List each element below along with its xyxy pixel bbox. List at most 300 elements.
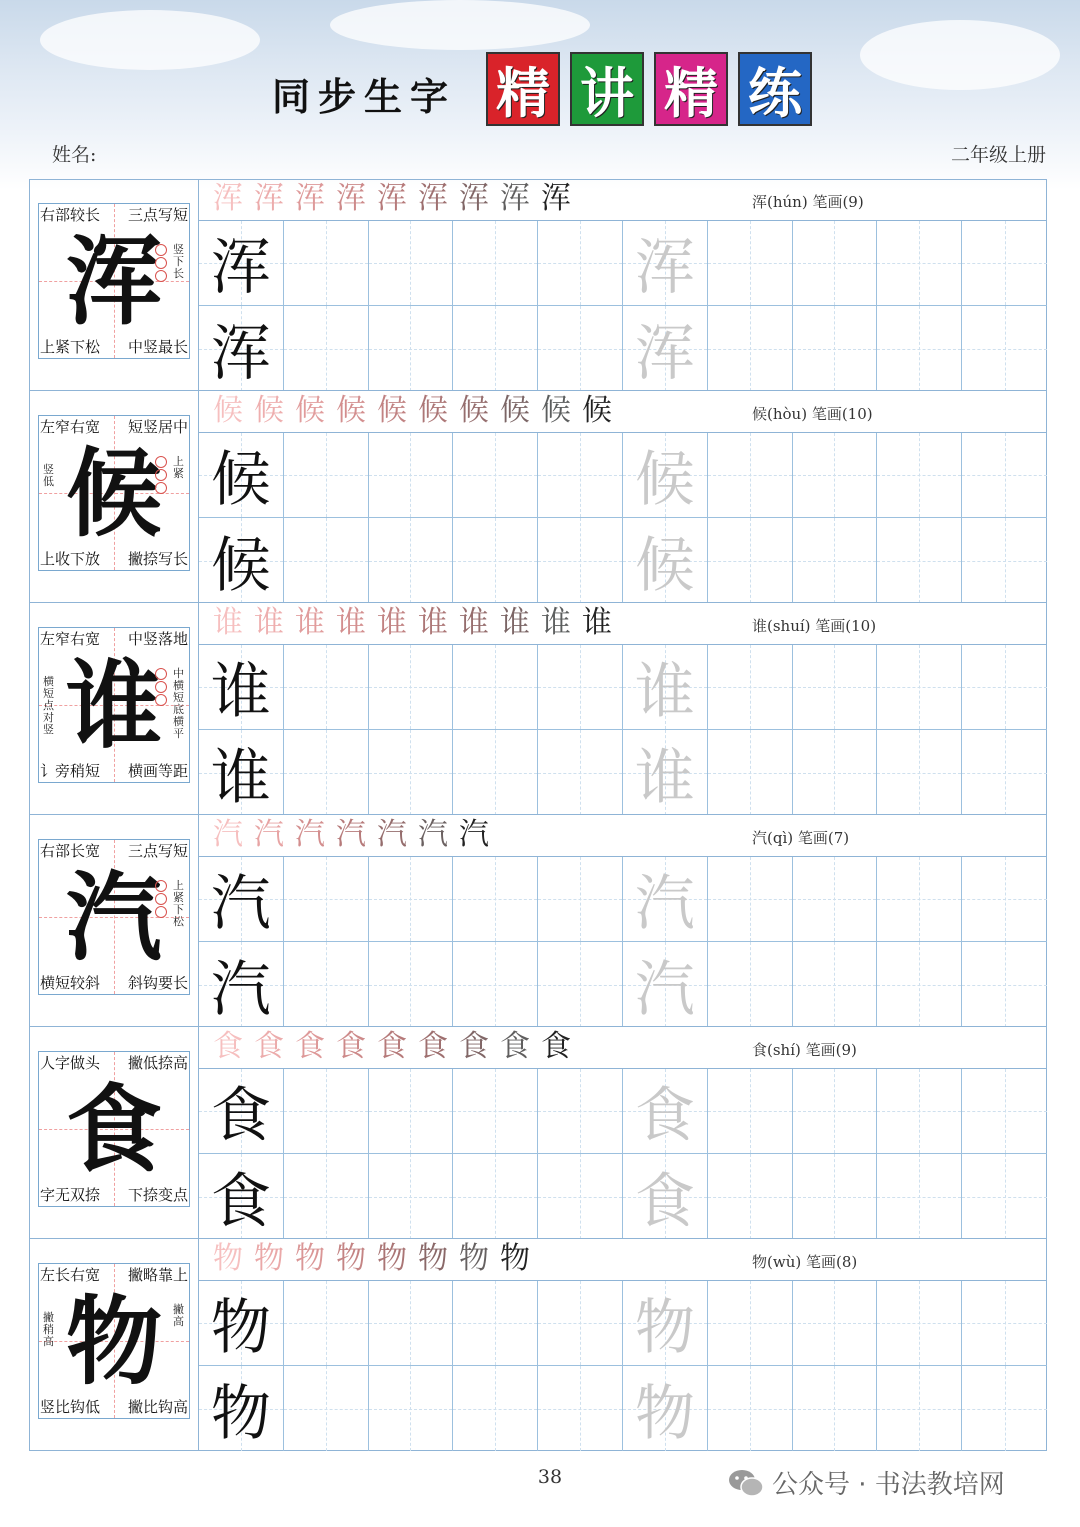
- practice-cell[interactable]: [793, 1069, 878, 1154]
- watermark-text: 公众号 · 书法教培网: [772, 1470, 1005, 1500]
- stroke-step: 浑: [459, 181, 489, 216]
- practice-char-trace: 汽: [634, 869, 695, 939]
- stroke-step: 浑: [254, 181, 284, 216]
- writing-tip: 上收下放: [40, 550, 101, 568]
- writing-tip: 横画等距: [127, 762, 188, 780]
- practice-cell[interactable]: [962, 1154, 1047, 1239]
- practice-cell[interactable]: [793, 645, 878, 730]
- character-info: 食(shí) 笔画(9): [752, 1041, 857, 1059]
- character-info: 浑(hún) 笔画(9): [752, 193, 864, 211]
- practice-cell[interactable]: [962, 1069, 1047, 1154]
- practice-char-trace: 浑: [634, 233, 695, 303]
- practice-cell[interactable]: [453, 857, 538, 942]
- practice-char-trace: 物: [634, 1293, 695, 1363]
- stroke-step: 浑: [541, 181, 571, 216]
- title-badge: 精: [654, 52, 728, 126]
- practice-cell[interactable]: [284, 306, 369, 391]
- writing-tip: 右部长宽: [40, 842, 101, 860]
- practice-cell[interactable]: [623, 306, 708, 391]
- writing-tip: 下捺变点: [127, 1186, 188, 1204]
- practice-cell[interactable]: [877, 518, 962, 603]
- practice-cell[interactable]: [199, 730, 284, 815]
- model-character: 汽: [66, 861, 162, 974]
- practice-cell[interactable]: [793, 730, 878, 815]
- model-character-box: [38, 627, 190, 783]
- stroke-step: 谁: [295, 605, 325, 640]
- practice-cell[interactable]: [369, 857, 454, 942]
- practice-cell[interactable]: [538, 942, 623, 1027]
- practice-cell[interactable]: [199, 433, 284, 518]
- practice-char-sample: 浑: [210, 318, 271, 389]
- practice-row: [199, 1154, 1047, 1239]
- writing-tip: 字无双捺: [40, 1186, 101, 1204]
- stroke-step: 汽: [459, 817, 489, 852]
- practice-cell[interactable]: [453, 306, 538, 391]
- stroke-step: 汽: [377, 817, 407, 852]
- practice-row: [199, 221, 1047, 306]
- stroke-step: 谁: [582, 605, 612, 640]
- stroke-order-row: [199, 1027, 1047, 1069]
- stroke-step: 谁: [254, 605, 284, 640]
- practice-row: [199, 518, 1047, 603]
- practice-cell[interactable]: [453, 1281, 538, 1366]
- practice-char-sample: 食: [210, 1166, 271, 1237]
- stroke-step: 候: [500, 393, 530, 428]
- stroke-order-row: [199, 1239, 1047, 1281]
- practice-cell[interactable]: [369, 1366, 454, 1451]
- stroke-step: 候: [295, 393, 325, 428]
- model-column: [29, 815, 199, 1027]
- practice-cell[interactable]: [199, 645, 284, 730]
- practice-cell[interactable]: [538, 730, 623, 815]
- practice-cell[interactable]: [877, 1069, 962, 1154]
- practice-row: [199, 1069, 1047, 1154]
- practice-cell[interactable]: [623, 857, 708, 942]
- page-title: 同步生字: [272, 75, 457, 119]
- practice-char-trace: 候: [634, 445, 695, 515]
- practice-cell[interactable]: [538, 645, 623, 730]
- stroke-step: 候: [582, 393, 612, 428]
- structure-note: 竖低: [43, 463, 54, 488]
- practice-cell[interactable]: [623, 730, 708, 815]
- practice-cell[interactable]: [962, 730, 1047, 815]
- writing-tip: 人字做头: [40, 1054, 101, 1072]
- stroke-step: 浑: [377, 181, 407, 216]
- stroke-order-row: [199, 179, 1047, 221]
- stroke-step: 食: [541, 1029, 571, 1064]
- stroke-step: 食: [459, 1029, 489, 1064]
- practice-cell[interactable]: [369, 1154, 454, 1239]
- practice-char-trace: 食: [634, 1081, 695, 1151]
- model-character: 候: [66, 437, 162, 550]
- practice-cell[interactable]: [369, 306, 454, 391]
- practice-cell[interactable]: [708, 221, 793, 306]
- practice-char-trace: 浑: [634, 318, 695, 389]
- stroke-step: 物: [336, 1241, 366, 1276]
- practice-cell[interactable]: [877, 221, 962, 306]
- practice-cell[interactable]: [453, 433, 538, 518]
- stroke-step: 谁: [418, 605, 448, 640]
- practice-cell[interactable]: [793, 1281, 878, 1366]
- practice-cell[interactable]: [369, 942, 454, 1027]
- name-label: 姓名:: [52, 144, 97, 166]
- practice-char-sample: 候: [210, 530, 271, 601]
- practice-cell[interactable]: [453, 1069, 538, 1154]
- practice-cell[interactable]: [538, 1069, 623, 1154]
- practice-cell[interactable]: [284, 1366, 369, 1451]
- practice-char-sample: 谁: [210, 657, 271, 727]
- character-block: [29, 391, 1047, 603]
- practice-cell[interactable]: [793, 306, 878, 391]
- stroke-marks: [155, 880, 167, 918]
- structure-note: 上紧下松: [173, 879, 184, 928]
- stroke-step: 物: [500, 1241, 530, 1276]
- practice-cell[interactable]: [199, 942, 284, 1027]
- practice-cell[interactable]: [538, 518, 623, 603]
- stroke-step: 谁: [459, 605, 489, 640]
- structure-note: 中横短底横平: [173, 667, 184, 740]
- practice-cell[interactable]: [453, 1154, 538, 1239]
- practice-cell[interactable]: [453, 730, 538, 815]
- practice-cell[interactable]: [877, 645, 962, 730]
- practice-cell[interactable]: [284, 1154, 369, 1239]
- stroke-step: 谁: [500, 605, 530, 640]
- stroke-step: 候: [459, 393, 489, 428]
- practice-cell[interactable]: [284, 1281, 369, 1366]
- practice-cell[interactable]: [199, 221, 284, 306]
- stroke-step: 谁: [336, 605, 366, 640]
- practice-cell[interactable]: [538, 306, 623, 391]
- practice-cell[interactable]: [284, 518, 369, 603]
- practice-cell[interactable]: [284, 857, 369, 942]
- stroke-step: 物: [377, 1241, 407, 1276]
- practice-char-sample: 食: [210, 1081, 271, 1151]
- practice-cell[interactable]: [369, 645, 454, 730]
- practice-char-trace: 候: [634, 530, 695, 601]
- model-column: [29, 1239, 199, 1451]
- model-column: [29, 603, 199, 815]
- practice-cell[interactable]: [962, 1366, 1047, 1451]
- model-character-box: [38, 203, 190, 359]
- writing-tip: 横短较斜: [40, 974, 101, 992]
- stroke-step: 候: [336, 393, 366, 428]
- stroke-step: 候: [541, 393, 571, 428]
- model-character: 物: [66, 1285, 162, 1398]
- stroke-step: 汽: [295, 817, 325, 852]
- practice-row: [199, 730, 1047, 815]
- practice-cell[interactable]: [623, 1281, 708, 1366]
- practice-grid: [199, 221, 1047, 391]
- practice-cell[interactable]: [793, 518, 878, 603]
- stroke-step: 汽: [213, 817, 243, 852]
- writing-tip: 斜钩要长: [127, 974, 188, 992]
- practice-cell[interactable]: [623, 518, 708, 603]
- writing-tip: 左长右宽: [40, 1266, 101, 1284]
- practice-row: [199, 1281, 1047, 1366]
- practice-cell[interactable]: [793, 942, 878, 1027]
- practice-cell[interactable]: [284, 942, 369, 1027]
- character-info: 物(wù) 笔画(8): [752, 1253, 858, 1271]
- practice-row: [199, 942, 1047, 1027]
- practice-cell[interactable]: [199, 857, 284, 942]
- writing-tip: 短竖居中: [127, 418, 188, 436]
- stroke-step: 物: [418, 1241, 448, 1276]
- practice-cell[interactable]: [962, 857, 1047, 942]
- model-column: [29, 391, 199, 603]
- cloud: [40, 10, 260, 70]
- stroke-order-row: [199, 603, 1047, 645]
- practice-cell[interactable]: [962, 306, 1047, 391]
- practice-cell[interactable]: [623, 433, 708, 518]
- stroke-step: 汽: [336, 817, 366, 852]
- practice-cell[interactable]: [538, 1154, 623, 1239]
- structure-note: 撇高: [173, 1303, 184, 1328]
- practice-cell[interactable]: [708, 942, 793, 1027]
- stroke-step: 浑: [418, 181, 448, 216]
- writing-tip: 左窄右宽: [40, 630, 101, 648]
- practice-cell[interactable]: [453, 518, 538, 603]
- practice-cell[interactable]: [877, 1281, 962, 1366]
- practice-cell[interactable]: [708, 1366, 793, 1451]
- practice-cell[interactable]: [623, 942, 708, 1027]
- practice-char-sample: 候: [210, 445, 271, 515]
- practice-cell[interactable]: [453, 645, 538, 730]
- writing-tip: 讠旁稍短: [40, 762, 101, 780]
- character-block: [29, 815, 1047, 1027]
- practice-cell[interactable]: [369, 1281, 454, 1366]
- writing-tip: 撇低捺高: [127, 1054, 188, 1072]
- practice-cell[interactable]: [708, 645, 793, 730]
- model-character: 浑: [66, 225, 162, 338]
- practice-cell[interactable]: [877, 730, 962, 815]
- practice-cell[interactable]: [962, 221, 1047, 306]
- practice-cell[interactable]: [708, 1281, 793, 1366]
- stroke-step: 食: [213, 1029, 243, 1064]
- stroke-step: 浑: [295, 181, 325, 216]
- model-character: 食: [66, 1073, 162, 1186]
- structure-note: 撇稍高: [43, 1311, 54, 1348]
- stroke-step: 谁: [213, 605, 243, 640]
- practice-char-trace: 汽: [634, 954, 695, 1025]
- practice-cell[interactable]: [284, 221, 369, 306]
- practice-cell[interactable]: [284, 645, 369, 730]
- practice-cell[interactable]: [708, 1069, 793, 1154]
- practice-cell[interactable]: [199, 1069, 284, 1154]
- practice-char-sample: 物: [210, 1378, 271, 1449]
- practice-cell[interactable]: [793, 1366, 878, 1451]
- page-number: 38: [537, 1466, 563, 1488]
- practice-cell[interactable]: [199, 306, 284, 391]
- practice-row: [199, 306, 1047, 391]
- practice-grid: [199, 857, 1047, 1027]
- stroke-step: 汽: [254, 817, 284, 852]
- stroke-step: 谁: [377, 605, 407, 640]
- stroke-marks: [155, 244, 167, 282]
- stroke-step: 浑: [213, 181, 243, 216]
- writing-tip: 右部较长: [40, 206, 101, 224]
- practice-cell[interactable]: [877, 1366, 962, 1451]
- practice-grid: [199, 433, 1047, 603]
- practice-cell[interactable]: [369, 730, 454, 815]
- practice-char-sample: 汽: [210, 954, 271, 1025]
- practice-cell[interactable]: [538, 857, 623, 942]
- model-character-box: [38, 415, 190, 571]
- practice-cell[interactable]: [962, 645, 1047, 730]
- writing-tip: 撇比钩高: [127, 1398, 188, 1416]
- practice-cell[interactable]: [199, 1281, 284, 1366]
- character-info: 谁(shuí) 笔画(10): [752, 617, 877, 635]
- practice-cell[interactable]: [708, 1154, 793, 1239]
- writing-tip: 撇略靠上: [127, 1266, 188, 1284]
- stroke-step: 食: [295, 1029, 325, 1064]
- practice-cell[interactable]: [962, 518, 1047, 603]
- model-character-box: [38, 1051, 190, 1207]
- writing-tip: 三点写短: [127, 842, 188, 860]
- character-block: [29, 1027, 1047, 1239]
- model-character-box: [38, 1263, 190, 1419]
- practice-cell[interactable]: [369, 433, 454, 518]
- practice-row: [199, 857, 1047, 942]
- practice-cell[interactable]: [284, 730, 369, 815]
- practice-char-trace: 食: [634, 1166, 695, 1237]
- practice-cell[interactable]: [877, 306, 962, 391]
- writing-tip: 左窄右宽: [40, 418, 101, 436]
- writing-tip: 三点写短: [127, 206, 188, 224]
- practice-cell[interactable]: [708, 433, 793, 518]
- practice-cell[interactable]: [877, 1154, 962, 1239]
- practice-cell[interactable]: [538, 1366, 623, 1451]
- stroke-step: 浑: [336, 181, 366, 216]
- stroke-order-row: [199, 391, 1047, 433]
- practice-cell[interactable]: [453, 221, 538, 306]
- practice-cell[interactable]: [623, 1366, 708, 1451]
- practice-cell[interactable]: [199, 518, 284, 603]
- practice-char-sample: 浑: [210, 233, 271, 303]
- practice-cell[interactable]: [962, 433, 1047, 518]
- stroke-step: 食: [418, 1029, 448, 1064]
- practice-cell[interactable]: [623, 1154, 708, 1239]
- practice-char-sample: 谁: [210, 742, 271, 813]
- character-info: 候(hòu) 笔画(10): [752, 405, 873, 423]
- stroke-step: 物: [459, 1241, 489, 1276]
- writing-tip: 竖比钩低: [40, 1398, 101, 1416]
- practice-cell[interactable]: [708, 730, 793, 815]
- model-character: 谁: [66, 649, 162, 762]
- character-block: [29, 1239, 1047, 1451]
- practice-cell[interactable]: [877, 942, 962, 1027]
- writing-tip: 撇捺写长: [127, 550, 188, 568]
- practice-grid: [199, 645, 1047, 815]
- cloud: [330, 0, 590, 50]
- stroke-step: 谁: [541, 605, 571, 640]
- stroke-step: 食: [254, 1029, 284, 1064]
- practice-cell[interactable]: [538, 1281, 623, 1366]
- title-badge: 讲: [570, 52, 644, 126]
- stroke-step: 候: [377, 393, 407, 428]
- practice-char-trace: 谁: [634, 657, 695, 727]
- character-block: [29, 603, 1047, 815]
- practice-cell[interactable]: [453, 942, 538, 1027]
- model-column: [29, 1027, 199, 1239]
- practice-cell[interactable]: [369, 1069, 454, 1154]
- practice-row: [199, 433, 1047, 518]
- practice-char-trace: 物: [634, 1378, 695, 1449]
- practice-cell[interactable]: [538, 221, 623, 306]
- stroke-step: 候: [213, 393, 243, 428]
- practice-cell[interactable]: [538, 433, 623, 518]
- writing-tip: 中竖最长: [127, 338, 188, 356]
- structure-note: 竖下长: [173, 243, 184, 280]
- stroke-order-row: [199, 815, 1047, 857]
- practice-cell[interactable]: [453, 1366, 538, 1451]
- model-character-box: [38, 839, 190, 995]
- stroke-step: 候: [254, 393, 284, 428]
- stroke-step: 食: [377, 1029, 407, 1064]
- stroke-marks: [155, 668, 167, 706]
- structure-note: 横短点对竖: [43, 675, 54, 736]
- practice-cell[interactable]: [793, 221, 878, 306]
- practice-cell[interactable]: [962, 1281, 1047, 1366]
- practice-cell[interactable]: [877, 857, 962, 942]
- practice-cell[interactable]: [793, 433, 878, 518]
- practice-cell[interactable]: [962, 942, 1047, 1027]
- stroke-step: 候: [418, 393, 448, 428]
- stroke-step: 食: [500, 1029, 530, 1064]
- practice-cell[interactable]: [623, 645, 708, 730]
- character-info: 汽(qì) 笔画(7): [752, 829, 850, 847]
- cloud: [860, 20, 1060, 90]
- practice-cell[interactable]: [708, 306, 793, 391]
- model-column: [29, 179, 199, 391]
- practice-cell[interactable]: [793, 1154, 878, 1239]
- title-badge: 练: [738, 52, 812, 126]
- practice-cell[interactable]: [623, 221, 708, 306]
- practice-grid: [199, 1069, 1047, 1239]
- grade-label: 二年级上册: [950, 144, 1046, 166]
- writing-tip: 中竖落地: [127, 630, 188, 648]
- stroke-step: 食: [336, 1029, 366, 1064]
- stroke-marks: [155, 456, 167, 494]
- stroke-step: 物: [213, 1241, 243, 1276]
- character-block: [29, 179, 1047, 391]
- wechat-icon: [728, 1468, 764, 1498]
- practice-cell[interactable]: [793, 857, 878, 942]
- title-badges: [486, 52, 812, 126]
- stroke-step: 浑: [500, 181, 530, 216]
- watermark: [728, 1464, 1005, 1501]
- practice-cell[interactable]: [199, 1366, 284, 1451]
- practice-grid: [199, 1281, 1047, 1451]
- stroke-step: 汽: [418, 817, 448, 852]
- writing-tip: 上紧下松: [40, 338, 101, 356]
- practice-cell[interactable]: [708, 518, 793, 603]
- structure-note: 上紧: [173, 455, 184, 480]
- practice-char-sample: 物: [210, 1293, 271, 1363]
- practice-char-trace: 谁: [634, 742, 695, 813]
- practice-row: [199, 1366, 1047, 1451]
- practice-cell[interactable]: [369, 221, 454, 306]
- practice-cell[interactable]: [369, 518, 454, 603]
- practice-cell[interactable]: [708, 857, 793, 942]
- practice-cell[interactable]: [199, 1154, 284, 1239]
- stroke-step: 物: [295, 1241, 325, 1276]
- practice-cell[interactable]: [623, 1069, 708, 1154]
- stroke-step: 物: [254, 1241, 284, 1276]
- practice-cell[interactable]: [284, 1069, 369, 1154]
- practice-cell[interactable]: [284, 433, 369, 518]
- practice-row: [199, 645, 1047, 730]
- practice-cell[interactable]: [877, 433, 962, 518]
